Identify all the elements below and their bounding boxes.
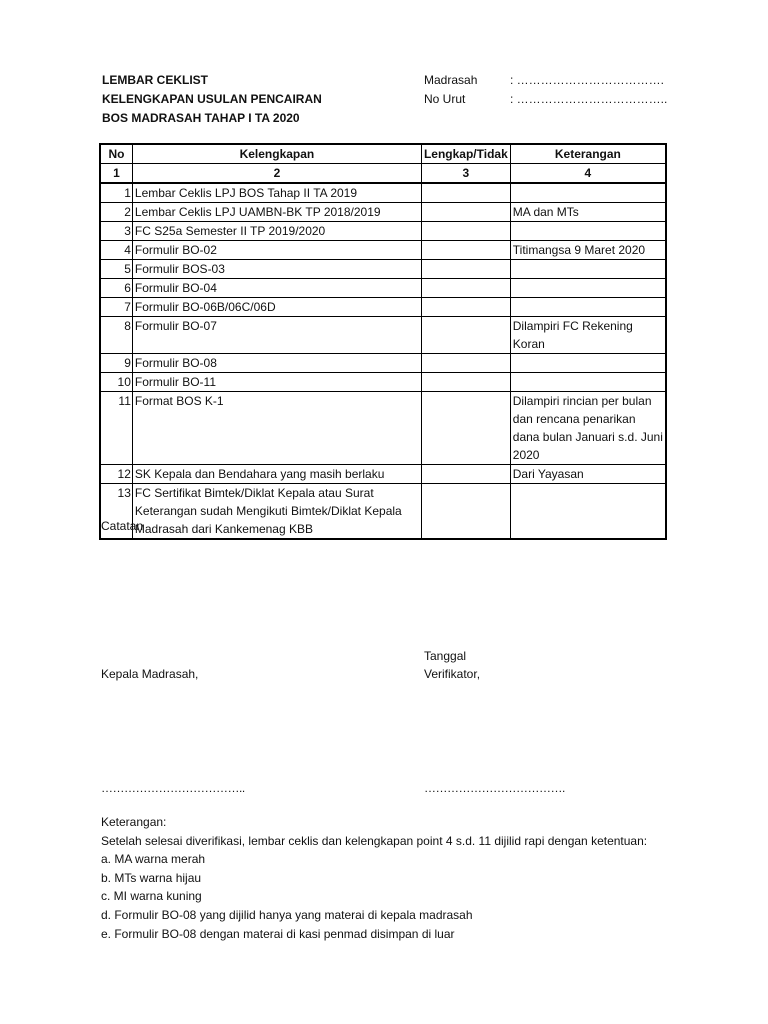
index-cell: 3 bbox=[421, 164, 510, 184]
note-line: e. Formulir BO-08 dengan materai di kasi penmad disimpan di luar bbox=[101, 926, 455, 941]
row-number: 12 bbox=[100, 465, 132, 484]
index-cell: 4 bbox=[510, 164, 666, 184]
title-line-1: LEMBAR CEKLIST bbox=[102, 73, 208, 87]
table-row bbox=[100, 241, 666, 260]
row-number: 7 bbox=[100, 298, 132, 317]
row-lengkap-tidak bbox=[421, 222, 510, 241]
row-number: 1 bbox=[100, 183, 132, 203]
row-lengkap-tidak bbox=[421, 298, 510, 317]
row-keterangan bbox=[510, 183, 666, 203]
row-kelengkapan: Formulir BO-08 bbox=[132, 354, 421, 373]
kepala-madrasah-label: Kepala Madrasah, bbox=[101, 667, 199, 681]
table-row bbox=[100, 392, 666, 465]
row-kelengkapan: Lembar Ceklis LPJ UAMBN-BK TP 2018/2019 bbox=[132, 203, 421, 222]
row-keterangan: Dari Yayasan bbox=[510, 465, 666, 484]
title-line-3: BOS MADRASAH TAHAP I TA 2020 bbox=[102, 111, 300, 125]
header-no: No bbox=[100, 144, 132, 164]
signature-line-kepala: ……………………………….. bbox=[101, 781, 245, 795]
row-kelengkapan: FC S25a Semester II TP 2019/2020 bbox=[132, 222, 421, 241]
note-line: d. Formulir BO-08 yang dijilid hanya yang materai di kepala madrasah bbox=[101, 907, 473, 922]
row-lengkap-tidak bbox=[421, 260, 510, 279]
table-row bbox=[100, 183, 666, 203]
note-line: b. MTs warna hijau bbox=[101, 870, 202, 885]
table-row bbox=[100, 298, 666, 317]
table-index-row bbox=[100, 164, 666, 184]
row-number: 9 bbox=[100, 354, 132, 373]
title-line-2: KELENGKAPAN USULAN PENCAIRAN bbox=[102, 92, 322, 106]
row-keterangan bbox=[510, 260, 666, 279]
row-number: 3 bbox=[100, 222, 132, 241]
row-keterangan bbox=[510, 373, 666, 392]
row-lengkap-tidak bbox=[421, 183, 510, 203]
row-kelengkapan: Formulir BOS-03 bbox=[132, 260, 421, 279]
notes-section bbox=[101, 813, 647, 943]
table-row bbox=[100, 222, 666, 241]
row-keterangan: MA dan MTs bbox=[510, 203, 666, 222]
table-row bbox=[100, 260, 666, 279]
row-lengkap-tidak bbox=[421, 373, 510, 392]
header-meta bbox=[424, 71, 667, 109]
row-number: 4 bbox=[100, 241, 132, 260]
row-lengkap-tidak bbox=[421, 354, 510, 373]
note-line: Keterangan: bbox=[101, 815, 167, 829]
row-kelengkapan: Formulir BO-06B/06C/06D bbox=[132, 298, 421, 317]
row-lengkap-tidak bbox=[421, 317, 510, 354]
row-number: 11 bbox=[100, 392, 132, 465]
row-keterangan bbox=[510, 279, 666, 298]
table-row bbox=[100, 484, 666, 540]
row-number: 10 bbox=[100, 373, 132, 392]
row-lengkap-tidak bbox=[421, 203, 510, 222]
madrasah-label: Madrasah bbox=[424, 73, 478, 87]
table-header-row bbox=[100, 144, 666, 164]
row-kelengkapan: Formulir BO-04 bbox=[132, 279, 421, 298]
note-line: c. MI warna kuning bbox=[101, 889, 202, 904]
row-number: 2 bbox=[100, 203, 132, 222]
table-row bbox=[100, 465, 666, 484]
table-row bbox=[100, 354, 666, 373]
row-number: 13 bbox=[100, 484, 132, 540]
row-keterangan: Dilampiri FC Rekening Koran bbox=[510, 317, 666, 354]
table-row bbox=[100, 317, 666, 354]
row-lengkap-tidak bbox=[421, 241, 510, 260]
row-lengkap-tidak bbox=[421, 279, 510, 298]
row-number: 8 bbox=[100, 317, 132, 354]
row-kelengkapan: SK Kepala dan Bendahara yang masih berlaku bbox=[132, 465, 421, 484]
verifikator-label: Verifikator, bbox=[424, 667, 481, 681]
row-kelengkapan: Formulir BO-07 bbox=[132, 317, 421, 354]
signature-line-verifikator: ………………………………. bbox=[424, 781, 565, 795]
row-lengkap-tidak bbox=[421, 484, 510, 540]
row-number: 5 bbox=[100, 260, 132, 279]
row-lengkap-tidak bbox=[421, 392, 510, 465]
no-urut-value: : ……………………………….. bbox=[510, 92, 668, 106]
row-number: 6 bbox=[100, 279, 132, 298]
table-row bbox=[100, 373, 666, 392]
note-line: a. MA warna merah bbox=[101, 852, 206, 867]
table-row bbox=[100, 279, 666, 298]
row-lengkap-tidak bbox=[421, 465, 510, 484]
header-keterangan: Keterangan bbox=[510, 144, 666, 164]
checklist-table bbox=[99, 143, 667, 540]
row-kelengkapan: FC Sertifikat Bimtek/Diklat Kepala atau Surat Keterangan sudah Mengikuti Bimtek/Diklat Kepala Madrasah dari Kankemenag KBB bbox=[132, 484, 421, 540]
row-keterangan: Titimangsa 9 Maret 2020 bbox=[510, 241, 666, 260]
row-kelengkapan: Formulir BO-11 bbox=[132, 373, 421, 392]
document-title bbox=[102, 71, 322, 128]
row-keterangan bbox=[510, 354, 666, 373]
index-cell: 1 bbox=[100, 164, 132, 184]
row-kelengkapan: Lembar Ceklis LPJ BOS Tahap II TA 2019 bbox=[132, 183, 421, 203]
header-lengkap-tidak: Lengkap/Tidak bbox=[421, 144, 510, 164]
row-keterangan bbox=[510, 484, 666, 540]
catatan-label: Catatan bbox=[101, 519, 144, 533]
tanggal-label: Tanggal bbox=[424, 649, 467, 663]
note-line: Setelah selesai diverifikasi, lembar ceklis dan kelengkapan point 4 s.d. 11 dijilid rapi dengan ketentuan: bbox=[101, 833, 648, 848]
row-kelengkapan: Format BOS K-1 bbox=[132, 392, 421, 465]
madrasah-value: : ………………………………. bbox=[510, 73, 665, 87]
header-kelengkapan: Kelengkapan bbox=[132, 144, 421, 164]
row-keterangan bbox=[510, 222, 666, 241]
row-keterangan: Dilampiri rincian per bulan dan rencana penarikan dana bulan Januari s.d. Juni 2020 bbox=[510, 392, 666, 465]
row-keterangan bbox=[510, 298, 666, 317]
no-urut-label: No Urut bbox=[424, 92, 466, 106]
table-row bbox=[100, 203, 666, 222]
row-kelengkapan: Formulir BO-02 bbox=[132, 241, 421, 260]
index-cell: 2 bbox=[132, 164, 421, 184]
